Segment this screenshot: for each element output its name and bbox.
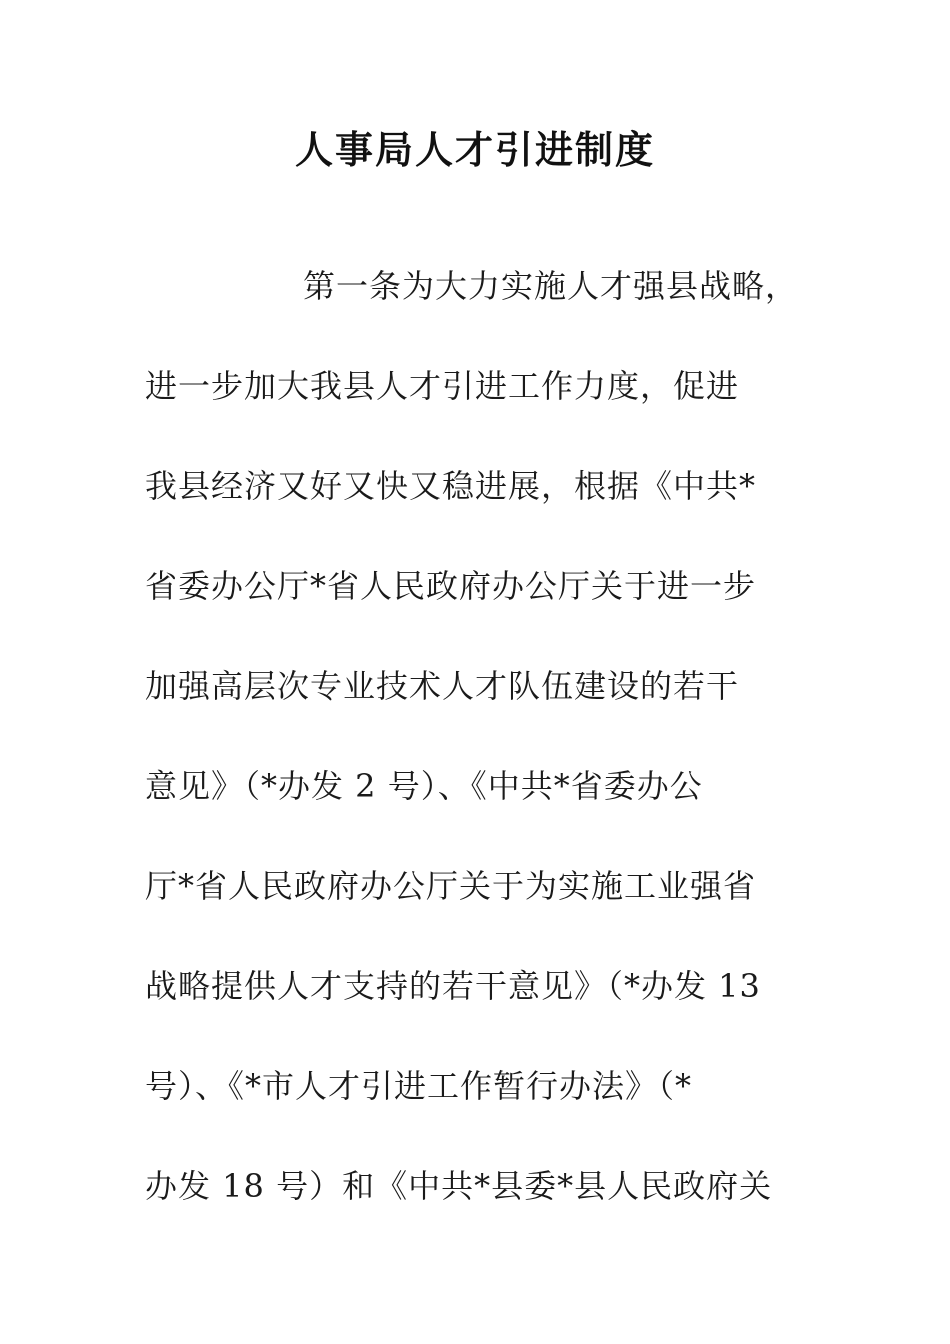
body-line: 办发 18 号）和《中共*县委*县人民政府关 — [145, 1167, 773, 1205]
body-line: 进一步加大我县人才引进工作力度，促进 — [145, 367, 740, 405]
article-body — [145, 260, 825, 1260]
body-line: 省委办公厅*省人民政府办公厅关于进一步 — [145, 567, 757, 605]
body-line: 第一条为大力实施人才强县战略， — [303, 267, 799, 305]
body-line: 战略提供人才支持的若干意见》（*办发 13 — [145, 967, 761, 1005]
body-line: 我县经济又好又快又稳进展，根据《中共* — [145, 467, 757, 505]
body-line: 意见》（*办发 2 号）、《中共*省委办公 — [145, 767, 703, 805]
body-line: 厅*省人民政府办公厅关于为实施工业强省 — [145, 867, 757, 905]
body-line: 号）、《*市人才引进工作暂行办法》（* — [145, 1067, 693, 1105]
body-line: 加强高层次专业技术人才队伍建设的若干 — [145, 667, 740, 705]
document-title: 人事局人才引进制度 — [294, 128, 655, 172]
